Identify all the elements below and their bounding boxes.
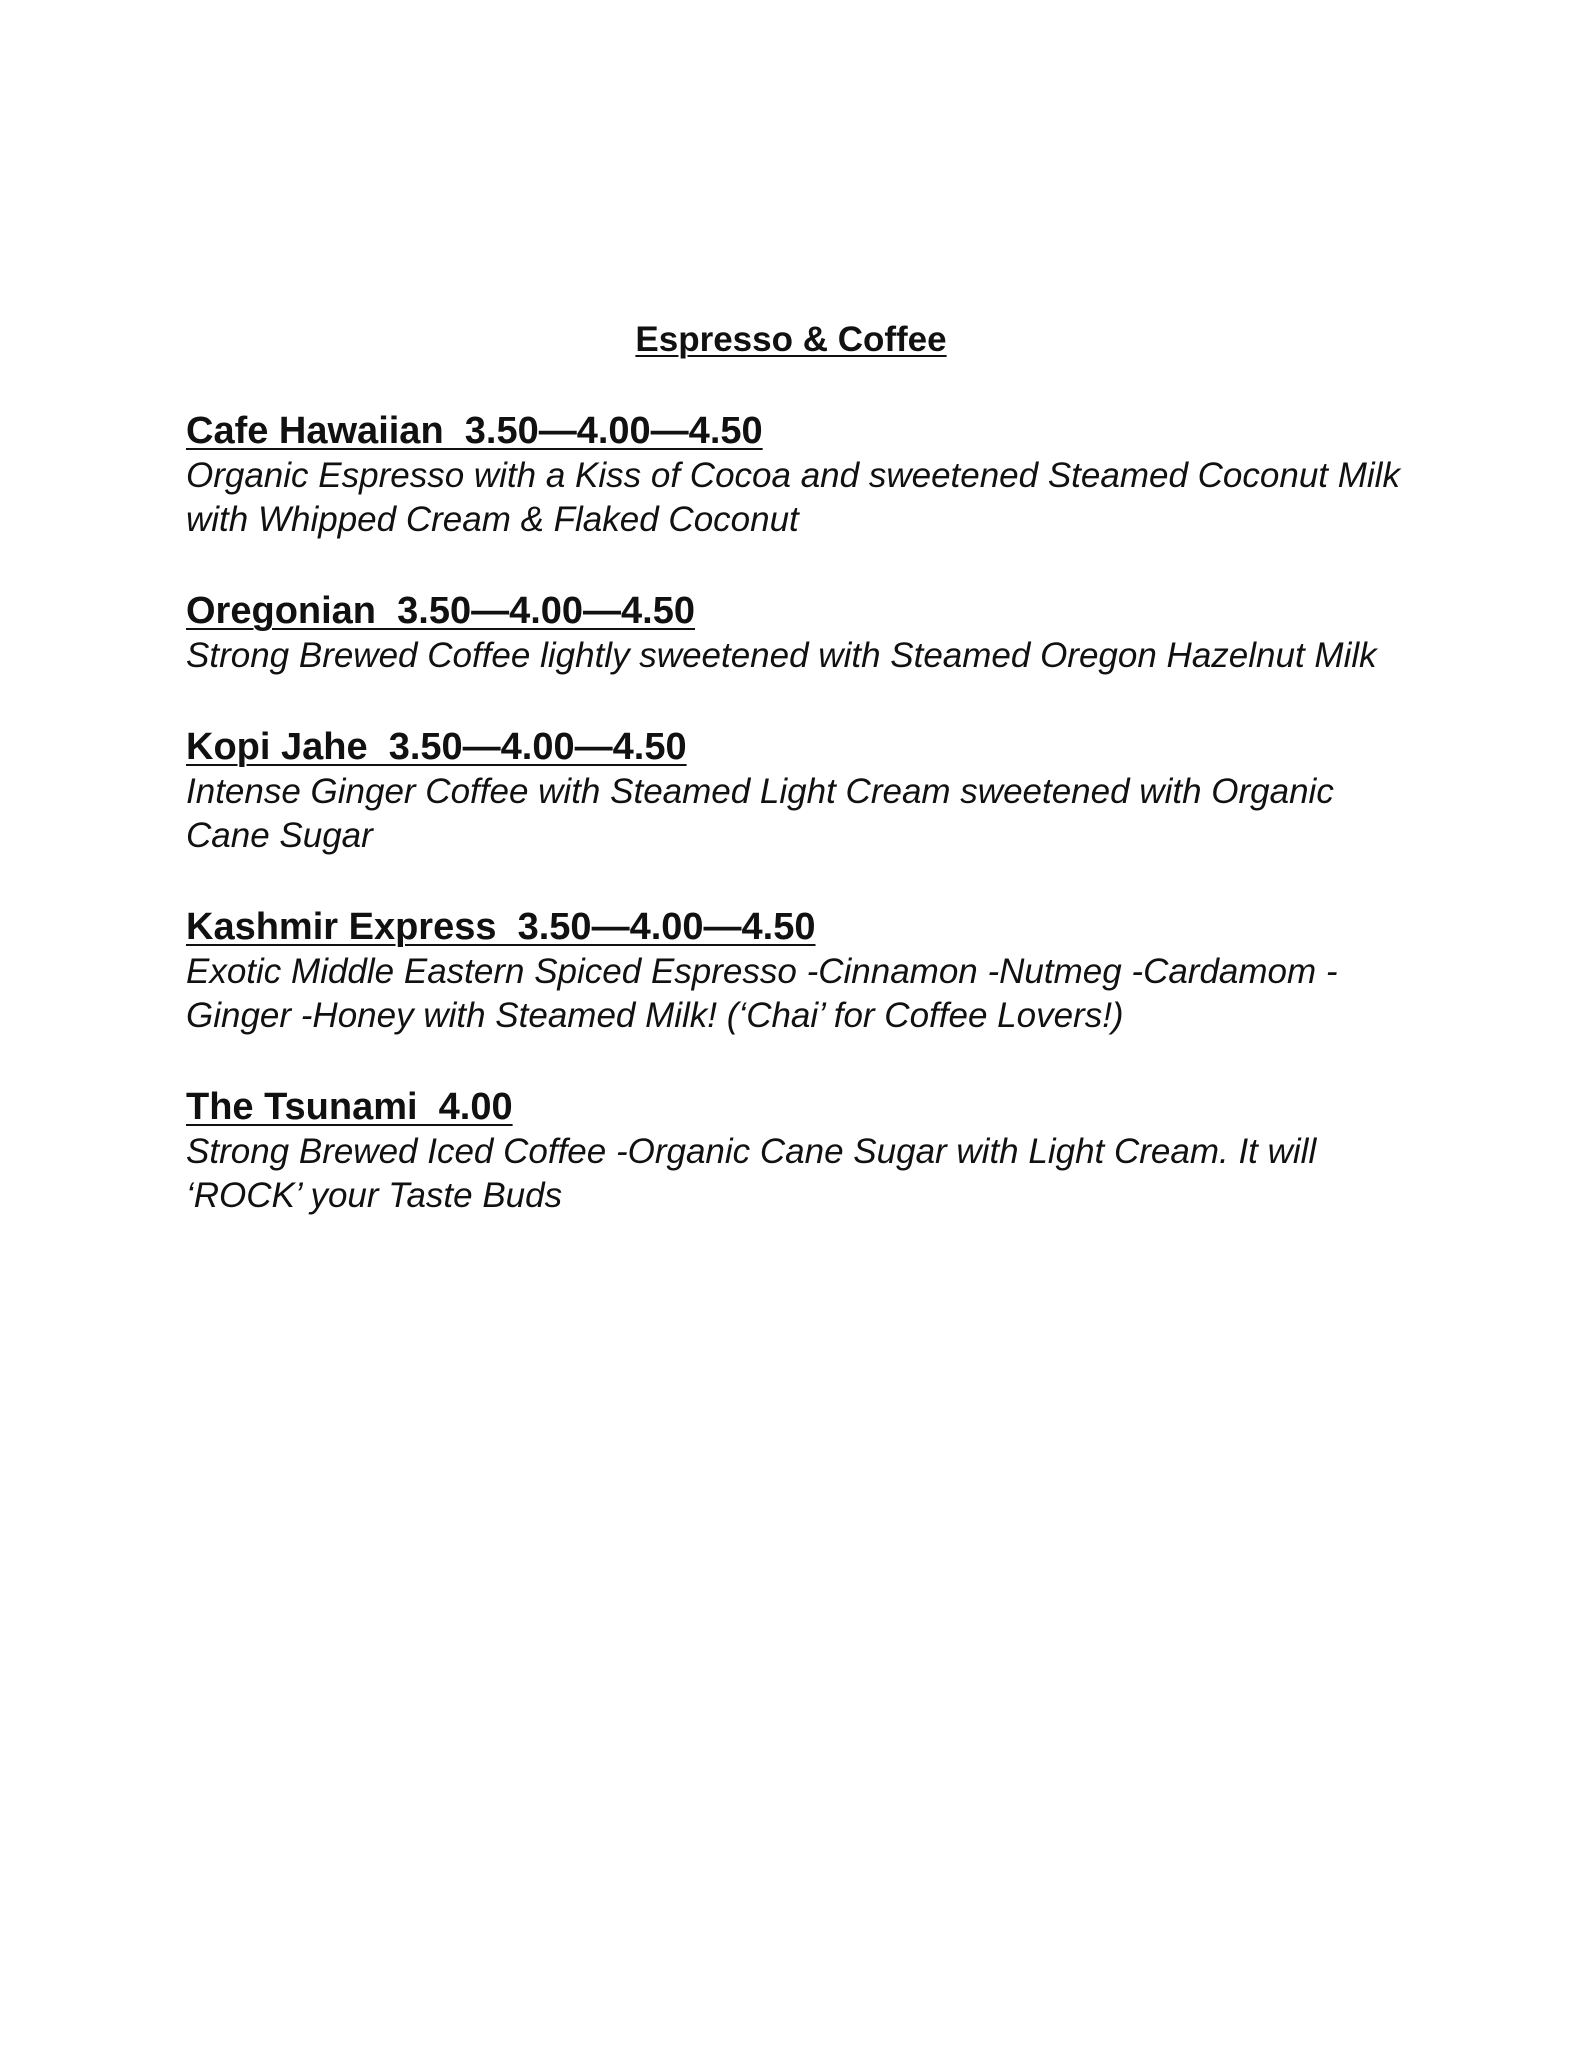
item-name-text: Oregonian 3.50—4.00—4.50 — [186, 590, 696, 632]
item-description: Exotic Middle Eastern Spiced Espresso -Cinnamon -Nutmeg -Cardamom -Ginger -Honey with Steamed Milk! (‘Chai’ for Coffee Lovers!) — [186, 952, 1338, 1035]
item-name — [186, 904, 1406, 950]
item-name — [186, 588, 1406, 634]
menu-item-kashmir-express — [186, 904, 1406, 1038]
menu-item-cafe-hawaiian — [186, 408, 1406, 542]
item-name — [186, 1084, 1406, 1130]
item-description: Strong Brewed Iced Coffee -Organic Cane Sugar with Light Cream. It will ‘ROCK’ your Taste Buds — [186, 1132, 1317, 1215]
menu-list — [186, 408, 1406, 1264]
menu-item-oregonian — [186, 588, 1406, 678]
item-name-text: Kopi Jahe 3.50—4.00—4.50 — [186, 726, 687, 768]
section-title-text: Espresso & Coffee — [635, 320, 947, 359]
item-description: Intense Ginger Coffee with Steamed Light Cream sweetened with Organic Cane Sugar — [186, 772, 1334, 855]
item-name-text: The Tsunami 4.00 — [186, 1086, 513, 1128]
item-description: Strong Brewed Coffee lightly sweetened with Steamed Oregon Hazelnut Milk — [186, 636, 1377, 675]
section-title — [0, 318, 1582, 362]
item-name-text: Kashmir Express 3.50—4.00—4.50 — [186, 906, 816, 948]
menu-item-the-tsunami — [186, 1084, 1406, 1218]
menu-item-kopi-jahe — [186, 724, 1406, 858]
item-name-text: Cafe Hawaiian 3.50—4.00—4.50 — [186, 410, 763, 452]
item-name — [186, 408, 1406, 454]
item-description: Organic Espresso with a Kiss of Cocoa and sweetened Steamed Coconut Milk with Whipped Cream & Flaked Coconut — [186, 456, 1400, 539]
item-name — [186, 724, 1406, 770]
